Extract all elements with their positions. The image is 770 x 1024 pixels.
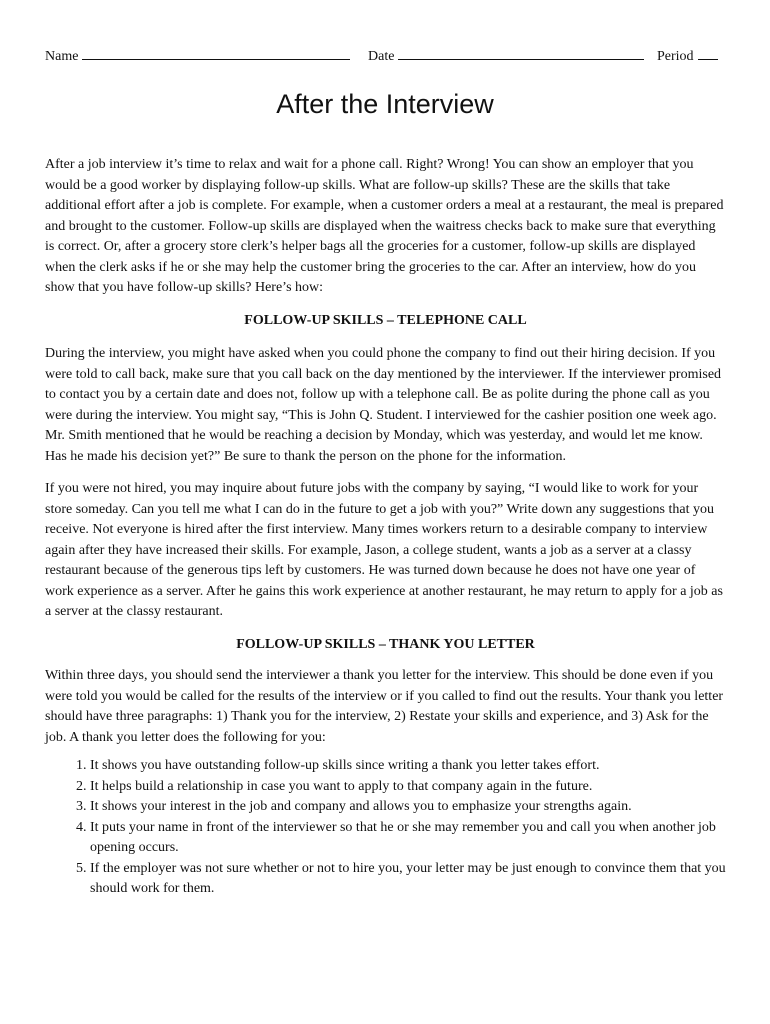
date-field[interactable] xyxy=(368,46,644,67)
name-label: Name xyxy=(45,49,79,64)
period-field[interactable] xyxy=(657,46,718,67)
date-label: Date xyxy=(368,49,395,64)
list-item: 3. It shows your interest in the job and company and allows you to emphasize your strengths again. xyxy=(90,797,726,818)
thank-you-paragraph: Within three days, you should send the interviewer a thank you letter for the interview. This should be done even if you were told you would be called for the results of the interview or if you called to find out the results. Your thank you letter should have three paragraphs: 1) Thank you for the interview, 2) Restate your skills and experience, and 3) Ask for the job. A thank you letter does the following for you: xyxy=(45,668,724,745)
thank-you-letter-heading: FOLLOW-UP SKILLS – THANK YOU LETTER xyxy=(236,636,535,652)
list-item: 4. It puts your name in front of the interviewer so that he or she may remember you and call you when another job opening occurs. xyxy=(90,818,726,859)
name-field[interactable] xyxy=(45,46,350,67)
thank-you-benefits-list xyxy=(45,756,726,900)
page-title: After the Interview xyxy=(276,89,494,119)
list-item: 5. If the employer was not sure whether or not to hire you, your letter may be just enough to convince them that you should work for them. xyxy=(90,859,726,900)
period-blank[interactable] xyxy=(698,46,718,60)
date-blank[interactable] xyxy=(398,46,644,60)
document-body xyxy=(45,155,726,900)
list-item: 2. It helps build a relationship in case you want to apply to that company again in the future. xyxy=(90,777,726,798)
period-label: Period xyxy=(657,49,694,64)
telephone-paragraph-2: If you were not hired, you may inquire about future jobs with the company by saying, “I would like to work for your store someday. Can you tell me what I can do in the future to get a job with you?” Write down any suggestions that you receive. Not everyone is hired after the first interview. Many times workers return to a desirable company to interview again after they have increased their skills. For example, Jason, a college student, wants a job as a server at a classy restaurant because of the generous tips left by customers. He was turned down because he does not have one year of work experience as a server. After he gains this work experience at another restaurant, he may return to apply for a job as a server at the classy restaurant. xyxy=(45,481,723,619)
telephone-call-heading: FOLLOW-UP SKILLS – TELEPHONE CALL xyxy=(244,312,527,328)
list-item: 1. It shows you have outstanding follow-up skills since writing a thank you letter takes effort. xyxy=(90,756,726,777)
telephone-paragraph-1: During the interview, you might have asked when you could phone the company to find out their hiring decision. If you were told to call back, make sure that you call back on the day mentioned by the interviewer. If the interviewer promised to contact you by a certain date and does not, follow up with a telephone call. Be as polite during the phone call as you were during the interview. You might say, “This is John Q. Student. I interviewed for the cashier position one week ago. Mr. Smith mentioned that he would be reaching a decision by Monday, which was yesterday, and would let me know. Has he made his decision yet?” Be sure to thank the person on the phone for the information. xyxy=(45,346,722,464)
intro-paragraph: After a job interview it’s time to relax and wait for a phone call. Right? Wrong! You can show an employer that you would be a good worker by displaying follow-up skills. What are follow-up skills? These are the skills that take additional effort after a job is complete. For example, when a customer orders a meal at a restaurant, the meal is prepared and brought to the customer. Follow-up skills are displayed when the waitress checks back to make sure that everything is correct. Or, after a grocery store clerk’s helper bags all the groceries for a customer, follow-up skills are displayed when the clerk asks if he or she may help the customer bring the groceries to the car. After an interview, how do you show that you have follow-up skills? Here’s how: xyxy=(45,157,724,295)
name-blank[interactable] xyxy=(82,46,350,60)
